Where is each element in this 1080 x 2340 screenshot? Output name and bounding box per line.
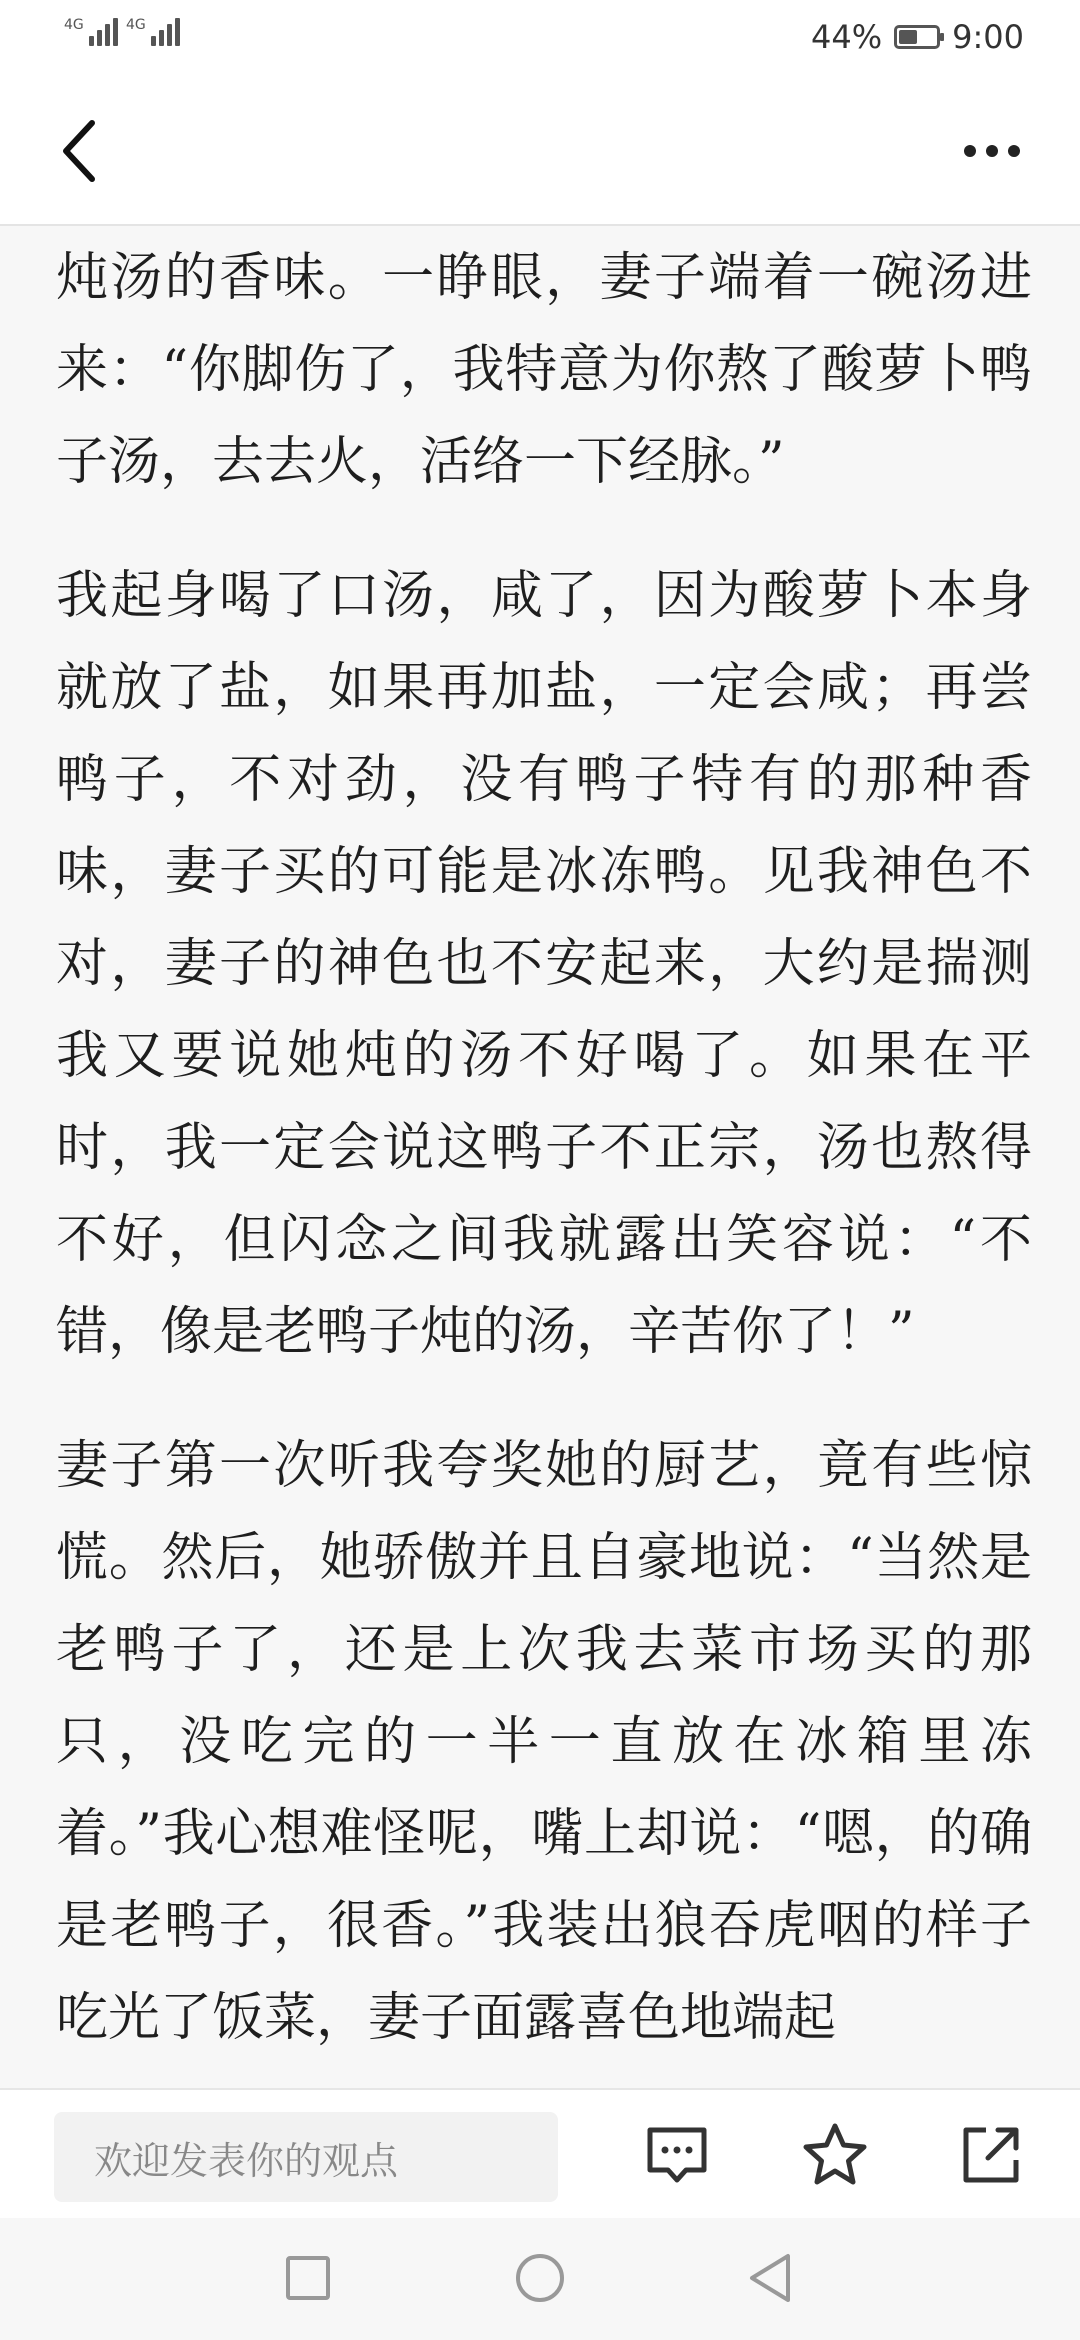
favorite-button[interactable]: [800, 2120, 870, 2190]
recent-apps-button[interactable]: [278, 2248, 338, 2308]
comment-bar: [0, 2088, 1080, 2218]
comment-icon: [642, 2120, 712, 2190]
battery-icon: [894, 25, 940, 49]
share-icon: [956, 2120, 1026, 2190]
status-right: [811, 18, 1024, 56]
chevron-left-icon: [60, 119, 100, 183]
signal-icon-sim1: [64, 18, 118, 46]
comment-button[interactable]: [642, 2120, 712, 2190]
recent-apps-icon: [278, 2248, 338, 2308]
more-horizontal-icon: [964, 145, 976, 157]
top-nav-bar: [0, 76, 1080, 226]
back-triangle-icon: [742, 2248, 802, 2308]
share-button[interactable]: [956, 2120, 1026, 2190]
comment-input[interactable]: [54, 2112, 558, 2202]
battery-percent: 44%: [811, 18, 883, 56]
system-back-button[interactable]: [742, 2248, 802, 2308]
article-paragraph: 我起身喝了口汤，咸了，因为酸萝卜本身就放了盐，如果再加盐，一定会咸；再尝鸭子，不对劲，没有鸭子特有的那种香味，妻子买的可能是冰冻鸭。见我神色不对，妻子的神色也不安起来，大约是揣测我又要说她炖的汤不好喝了。如果在平时，我一定会说这鸭子不正宗，汤也熬得不好，但闪念之间我就露出笑容说：“不错，像是老鸭子炖的汤，辛苦你了！”: [56, 566, 1032, 1362]
back-button[interactable]: [50, 116, 110, 186]
system-nav-bar: [0, 2218, 1080, 2340]
article-paragraph: 妻子第一次听我夸奖她的厨艺，竟有些惊慌。然后，她骄傲并且自豪地说：“当然是老鸭子了，还是上次我去菜市场买的那只，没吃完的一半一直放在冰箱里冻着。”我心想难怪呢，嘴上却说：“嗯，的确是老鸭子，很香。”我装出狼吞虎咽的样子吃光了饭菜，妻子面露喜色地端起: [56, 1436, 1032, 2048]
article-paragraph: 炖汤的香味。一睁眼，妻子端着一碗汤进来：“你脚伤了，我特意为你熬了酸萝卜鸭子汤，去去火，活络一下经脉。”: [56, 248, 1032, 492]
article-body: [56, 232, 1032, 2082]
star-icon: [800, 2120, 870, 2190]
network-type-label: 4G: [126, 17, 146, 33]
signal-icon-sim2: [126, 18, 180, 46]
more-options-button[interactable]: [952, 126, 1032, 176]
home-button[interactable]: [510, 2248, 570, 2308]
comment-placeholder: 欢迎发表你的观点: [94, 2138, 399, 2183]
status-bar: [0, 0, 1080, 76]
clock: 9:00: [952, 18, 1024, 56]
home-icon: [510, 2248, 570, 2308]
network-type-label: 4G: [64, 17, 84, 33]
